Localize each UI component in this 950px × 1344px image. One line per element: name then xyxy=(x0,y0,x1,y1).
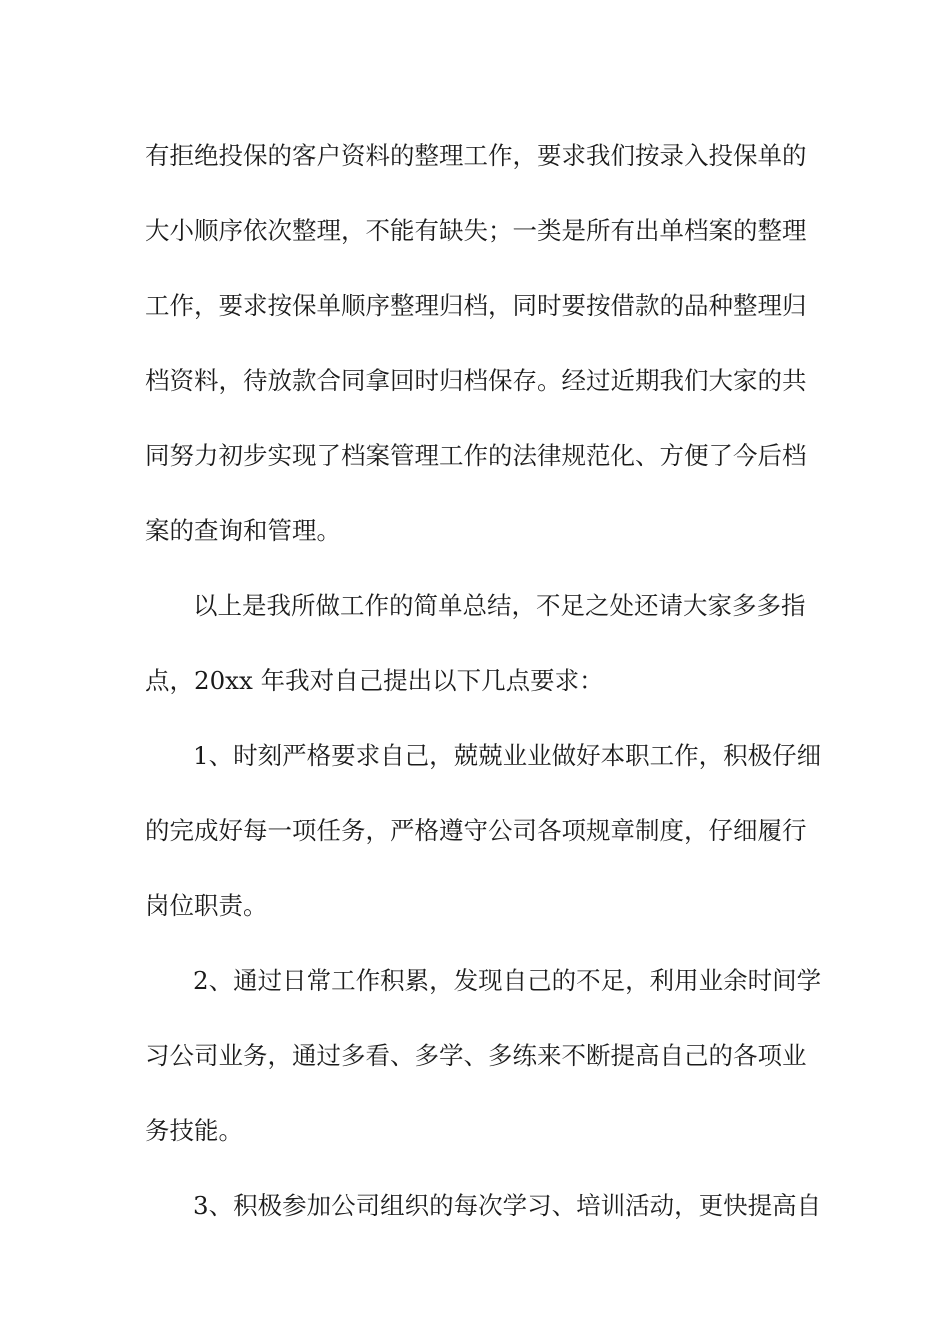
text-line: 务技能。 xyxy=(145,1116,243,1145)
text-line: 岗位职责。 xyxy=(145,891,268,920)
text-line: 点，20xx 年我对自己提出以下几点要求： xyxy=(145,666,604,695)
text-line: 工作，要求按保单顺序整理归档，同时要按借款的品种整理归 xyxy=(145,291,807,320)
list-item-1-first-line: 1、时刻严格要求自己，兢兢业业做好本职工作，积极仔细 xyxy=(193,741,822,770)
list-item-3-first-line: 3、积极参加公司组织的每次学习、培训活动，更快提高自 xyxy=(193,1191,822,1220)
text-line: 的完成好每一项任务，严格遵守公司各项规章制度，仔细履行 xyxy=(145,816,807,845)
text-line: 同努力初步实现了档案管理工作的法律规范化、方便了今后档 xyxy=(145,441,807,470)
text-line: 习公司业务，通过多看、多学、多练来不断提高自己的各项业 xyxy=(145,1041,807,1070)
document-body xyxy=(145,118,822,1243)
text-line: 案的查询和管理。 xyxy=(145,516,341,545)
paragraph-first-line: 以上是我所做工作的简单总结，不足之处还请大家多多指 xyxy=(193,591,806,620)
text-line: 大小顺序依次整理，不能有缺失；一类是所有出单档案的整理 xyxy=(145,216,807,245)
text-line: 有拒绝投保的客户资料的整理工作，要求我们按录入投保单的 xyxy=(145,141,807,170)
list-item-2-first-line: 2、通过日常工作积累，发现自己的不足，利用业余时间学 xyxy=(193,966,822,995)
text-line: 档资料，待放款合同拿回时归档保存。经过近期我们大家的共 xyxy=(145,366,807,395)
